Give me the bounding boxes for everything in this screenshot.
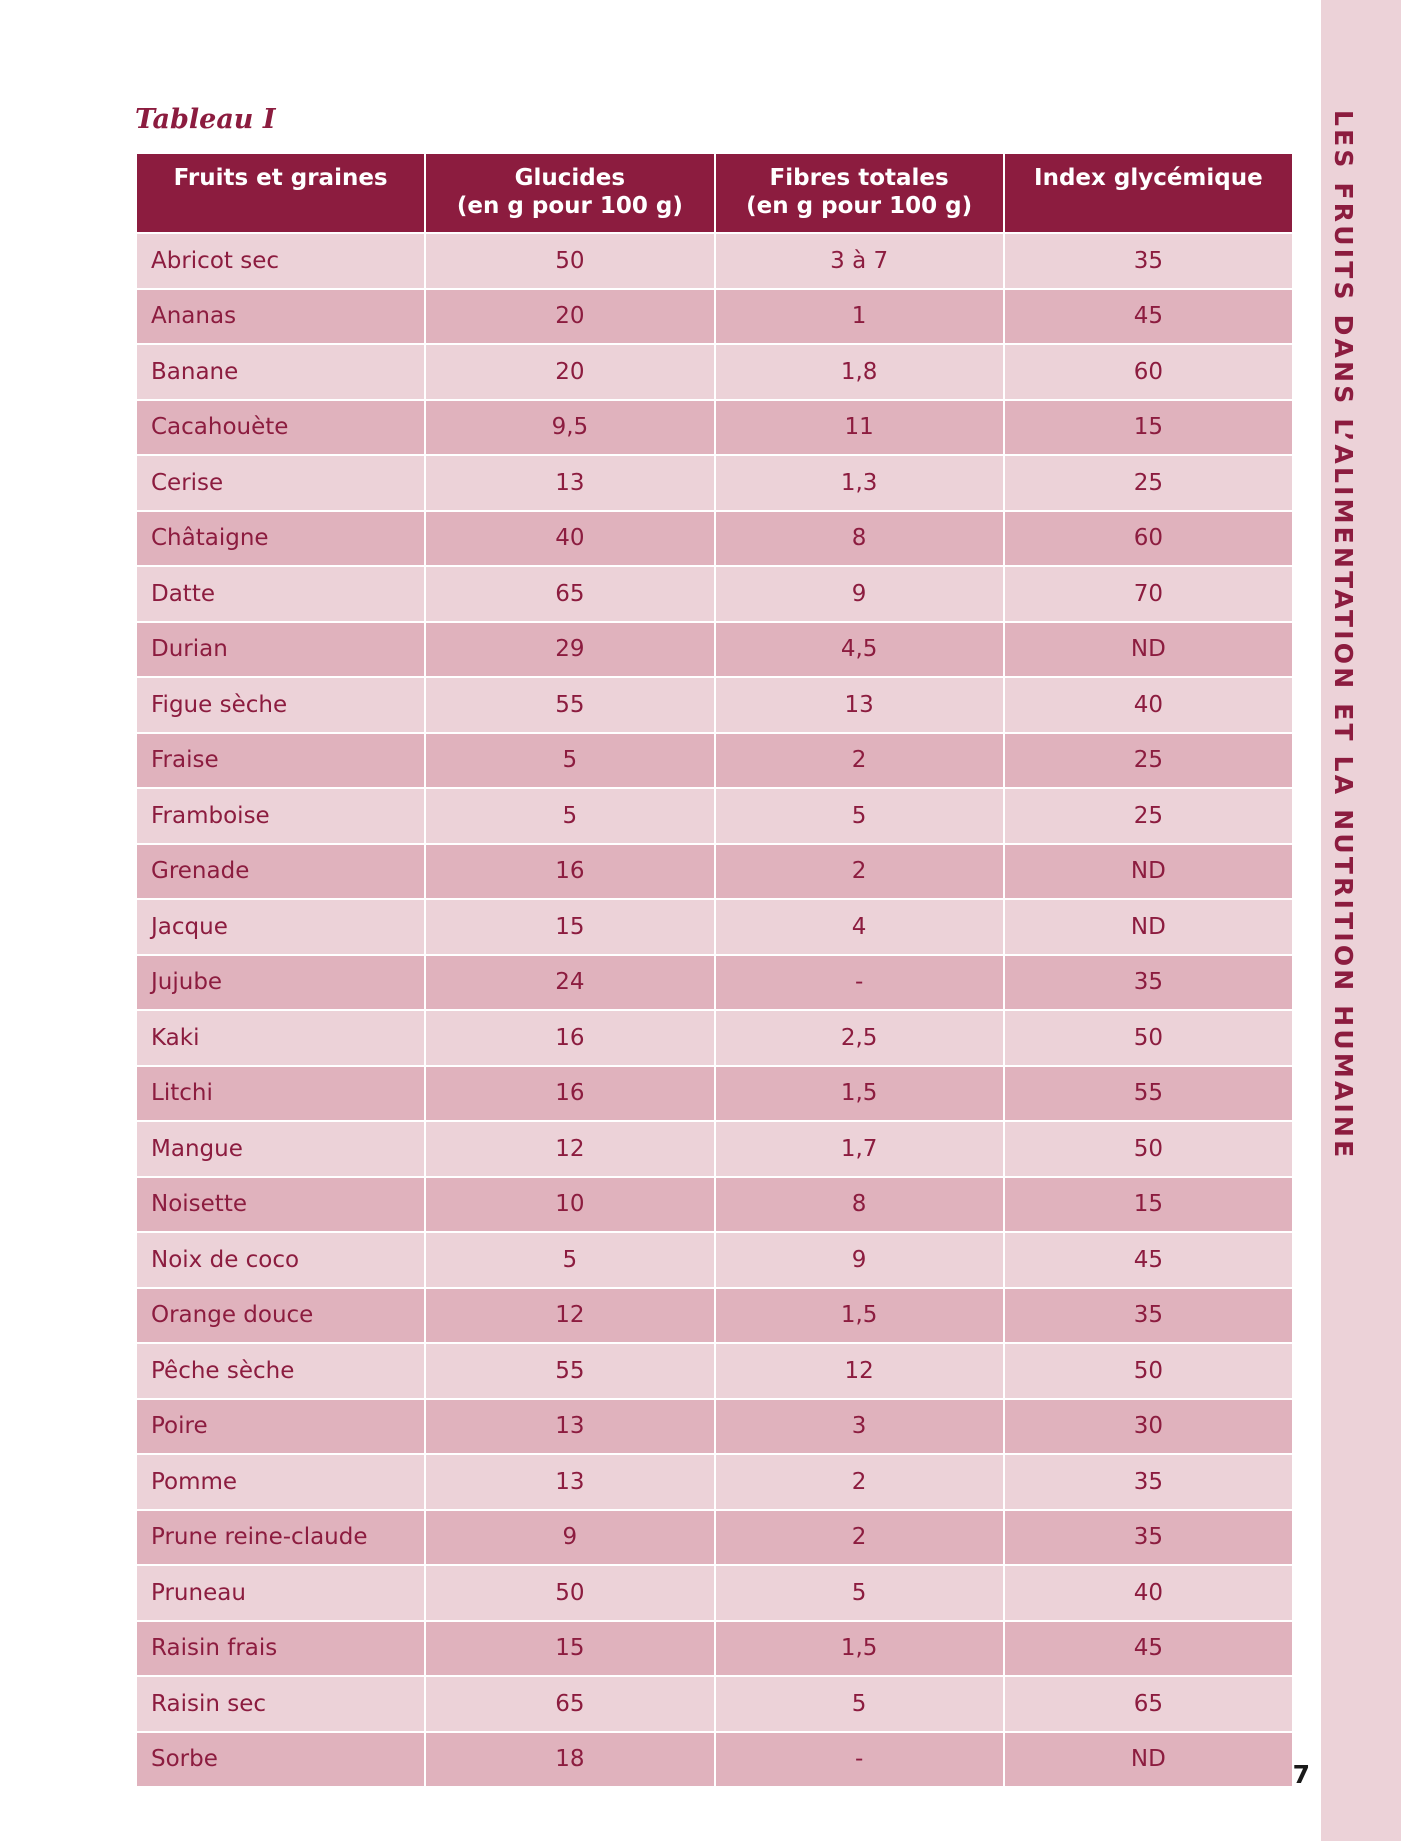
cell-glucides: 18 [425, 1732, 714, 1788]
cell-index: 40 [1004, 677, 1293, 733]
table-header-row [136, 153, 1293, 233]
cell-fibres: 1,5 [715, 1066, 1004, 1122]
cell-index: 40 [1004, 1565, 1293, 1621]
header-fibres-unit: (en g pour 100 g) [746, 193, 973, 219]
cell-fibres: 1,5 [715, 1288, 1004, 1344]
table-row [136, 1454, 1293, 1510]
cell-fruit: Datte [136, 566, 425, 622]
cell-index: ND [1004, 844, 1293, 900]
cell-glucides: 29 [425, 622, 714, 678]
cell-glucides: 40 [425, 511, 714, 567]
cell-index: 35 [1004, 233, 1293, 289]
cell-fibres: - [715, 955, 1004, 1011]
cell-fibres: 1,8 [715, 344, 1004, 400]
cell-index: 50 [1004, 1343, 1293, 1399]
cell-fibres: 2,5 [715, 1010, 1004, 1066]
nutrition-table-wrapper [135, 152, 1294, 1788]
table-row [136, 455, 1293, 511]
table-row [136, 511, 1293, 567]
cell-fibres: 9 [715, 566, 1004, 622]
table-body [136, 233, 1293, 1787]
cell-glucides: 13 [425, 1454, 714, 1510]
cell-glucides: 16 [425, 1010, 714, 1066]
cell-index: 50 [1004, 1121, 1293, 1177]
cell-fruit: Pomme [136, 1454, 425, 1510]
cell-fruit: Fraise [136, 733, 425, 789]
cell-fruit: Abricot sec [136, 233, 425, 289]
table-row [136, 344, 1293, 400]
cell-fibres: 9 [715, 1232, 1004, 1288]
cell-index: ND [1004, 1732, 1293, 1788]
cell-fibres: 12 [715, 1343, 1004, 1399]
cell-glucides: 50 [425, 1565, 714, 1621]
page-number: 7 [1292, 1760, 1310, 1789]
cell-index: 15 [1004, 1177, 1293, 1233]
cell-fruit: Mangue [136, 1121, 425, 1177]
cell-glucides: 55 [425, 677, 714, 733]
nutrition-table [135, 152, 1294, 1788]
cell-index: 55 [1004, 1066, 1293, 1122]
cell-fruit: Poire [136, 1399, 425, 1455]
header-glucides [425, 153, 714, 233]
cell-glucides: 5 [425, 788, 714, 844]
cell-index: 35 [1004, 955, 1293, 1011]
table-row [136, 289, 1293, 345]
cell-glucides: 12 [425, 1121, 714, 1177]
table-row [136, 1732, 1293, 1788]
cell-fruit: Grenade [136, 844, 425, 900]
cell-index: 60 [1004, 511, 1293, 567]
cell-index: 35 [1004, 1510, 1293, 1566]
cell-glucides: 5 [425, 733, 714, 789]
cell-fruit: Raisin frais [136, 1621, 425, 1677]
cell-glucides: 15 [425, 1621, 714, 1677]
header-glucides-label: Glucides [514, 165, 626, 191]
table-row [136, 1121, 1293, 1177]
cell-fibres: 11 [715, 400, 1004, 456]
cell-fruit: Orange douce [136, 1288, 425, 1344]
header-fibres-label: Fibres totales [769, 165, 949, 191]
table-row [136, 1399, 1293, 1455]
table-row [136, 1066, 1293, 1122]
cell-fruit: Pruneau [136, 1565, 425, 1621]
cell-index: 30 [1004, 1399, 1293, 1455]
cell-fruit: Cacahouète [136, 400, 425, 456]
table-row [136, 1288, 1293, 1344]
cell-glucides: 65 [425, 1676, 714, 1732]
cell-fibres: 2 [715, 1454, 1004, 1510]
cell-index: 45 [1004, 289, 1293, 345]
table-row [136, 1232, 1293, 1288]
cell-index: 35 [1004, 1288, 1293, 1344]
header-fruits [136, 153, 425, 233]
cell-fruit: Kaki [136, 1010, 425, 1066]
cell-index: 15 [1004, 400, 1293, 456]
cell-fibres: 1,5 [715, 1621, 1004, 1677]
cell-fruit: Litchi [136, 1066, 425, 1122]
cell-index: 65 [1004, 1676, 1293, 1732]
table-row [136, 733, 1293, 789]
table-row [136, 1676, 1293, 1732]
header-fruits-label: Fruits et graines [173, 165, 388, 191]
cell-fibres: 8 [715, 1177, 1004, 1233]
cell-fruit: Sorbe [136, 1732, 425, 1788]
cell-fibres: 5 [715, 1565, 1004, 1621]
cell-fibres: 4,5 [715, 622, 1004, 678]
table-row [136, 955, 1293, 1011]
cell-glucides: 10 [425, 1177, 714, 1233]
cell-index: 70 [1004, 566, 1293, 622]
cell-fruit: Noisette [136, 1177, 425, 1233]
cell-fibres: 2 [715, 733, 1004, 789]
cell-fruit: Châtaigne [136, 511, 425, 567]
cell-fibres: 5 [715, 1676, 1004, 1732]
cell-glucides: 55 [425, 1343, 714, 1399]
cell-index: 35 [1004, 1454, 1293, 1510]
cell-glucides: 13 [425, 455, 714, 511]
table-row [136, 1565, 1293, 1621]
table-row [136, 899, 1293, 955]
cell-fruit: Noix de coco [136, 1232, 425, 1288]
cell-fibres: 8 [715, 511, 1004, 567]
cell-glucides: 9 [425, 1510, 714, 1566]
table-row [136, 1343, 1293, 1399]
cell-fibres: 3 [715, 1399, 1004, 1455]
cell-fruit: Jujube [136, 955, 425, 1011]
cell-fibres: 1,7 [715, 1121, 1004, 1177]
cell-glucides: 5 [425, 1232, 714, 1288]
cell-fibres: 2 [715, 844, 1004, 900]
cell-index: 50 [1004, 1010, 1293, 1066]
table-row [136, 788, 1293, 844]
table-caption: Tableau I [135, 104, 276, 135]
cell-index: ND [1004, 899, 1293, 955]
table-row [136, 1621, 1293, 1677]
cell-fibres: 13 [715, 677, 1004, 733]
cell-index: ND [1004, 622, 1293, 678]
cell-fruit: Framboise [136, 788, 425, 844]
cell-glucides: 20 [425, 344, 714, 400]
running-title: LES FRUITS DANS L’ALIMENTATION ET LA NUTRITION HUMAINE [1329, 110, 1358, 1161]
table-row [136, 677, 1293, 733]
cell-glucides: 12 [425, 1288, 714, 1344]
cell-fruit: Banane [136, 344, 425, 400]
table-row [136, 622, 1293, 678]
cell-index: 45 [1004, 1621, 1293, 1677]
cell-fibres: 1,3 [715, 455, 1004, 511]
cell-glucides: 24 [425, 955, 714, 1011]
cell-fibres: - [715, 1732, 1004, 1788]
cell-fruit: Raisin sec [136, 1676, 425, 1732]
header-index [1004, 153, 1293, 233]
header-glucides-unit: (en g pour 100 g) [456, 193, 683, 219]
table-row [136, 1510, 1293, 1566]
cell-fibres: 2 [715, 1510, 1004, 1566]
cell-glucides: 9,5 [425, 400, 714, 456]
cell-index: 45 [1004, 1232, 1293, 1288]
cell-glucides: 16 [425, 844, 714, 900]
table-row [136, 1010, 1293, 1066]
cell-index: 60 [1004, 344, 1293, 400]
cell-fruit: Ananas [136, 289, 425, 345]
cell-fruit: Durian [136, 622, 425, 678]
cell-fibres: 1 [715, 289, 1004, 345]
cell-fruit: Prune reine-claude [136, 1510, 425, 1566]
header-index-label: Index glycémique [1034, 165, 1263, 191]
table-row [136, 400, 1293, 456]
cell-index: 25 [1004, 788, 1293, 844]
table-row [136, 566, 1293, 622]
header-fibres [715, 153, 1004, 233]
cell-fibres: 5 [715, 788, 1004, 844]
table-row [136, 844, 1293, 900]
cell-fibres: 4 [715, 899, 1004, 955]
cell-fruit: Cerise [136, 455, 425, 511]
cell-glucides: 50 [425, 233, 714, 289]
table-row [136, 1177, 1293, 1233]
cell-fruit: Figue sèche [136, 677, 425, 733]
cell-glucides: 65 [425, 566, 714, 622]
cell-fruit: Jacque [136, 899, 425, 955]
cell-glucides: 16 [425, 1066, 714, 1122]
cell-fibres: 3 à 7 [715, 233, 1004, 289]
cell-index: 25 [1004, 455, 1293, 511]
cell-index: 25 [1004, 733, 1293, 789]
cell-glucides: 15 [425, 899, 714, 955]
cell-glucides: 20 [425, 289, 714, 345]
table-row [136, 233, 1293, 289]
cell-glucides: 13 [425, 1399, 714, 1455]
cell-fruit: Pêche sèche [136, 1343, 425, 1399]
